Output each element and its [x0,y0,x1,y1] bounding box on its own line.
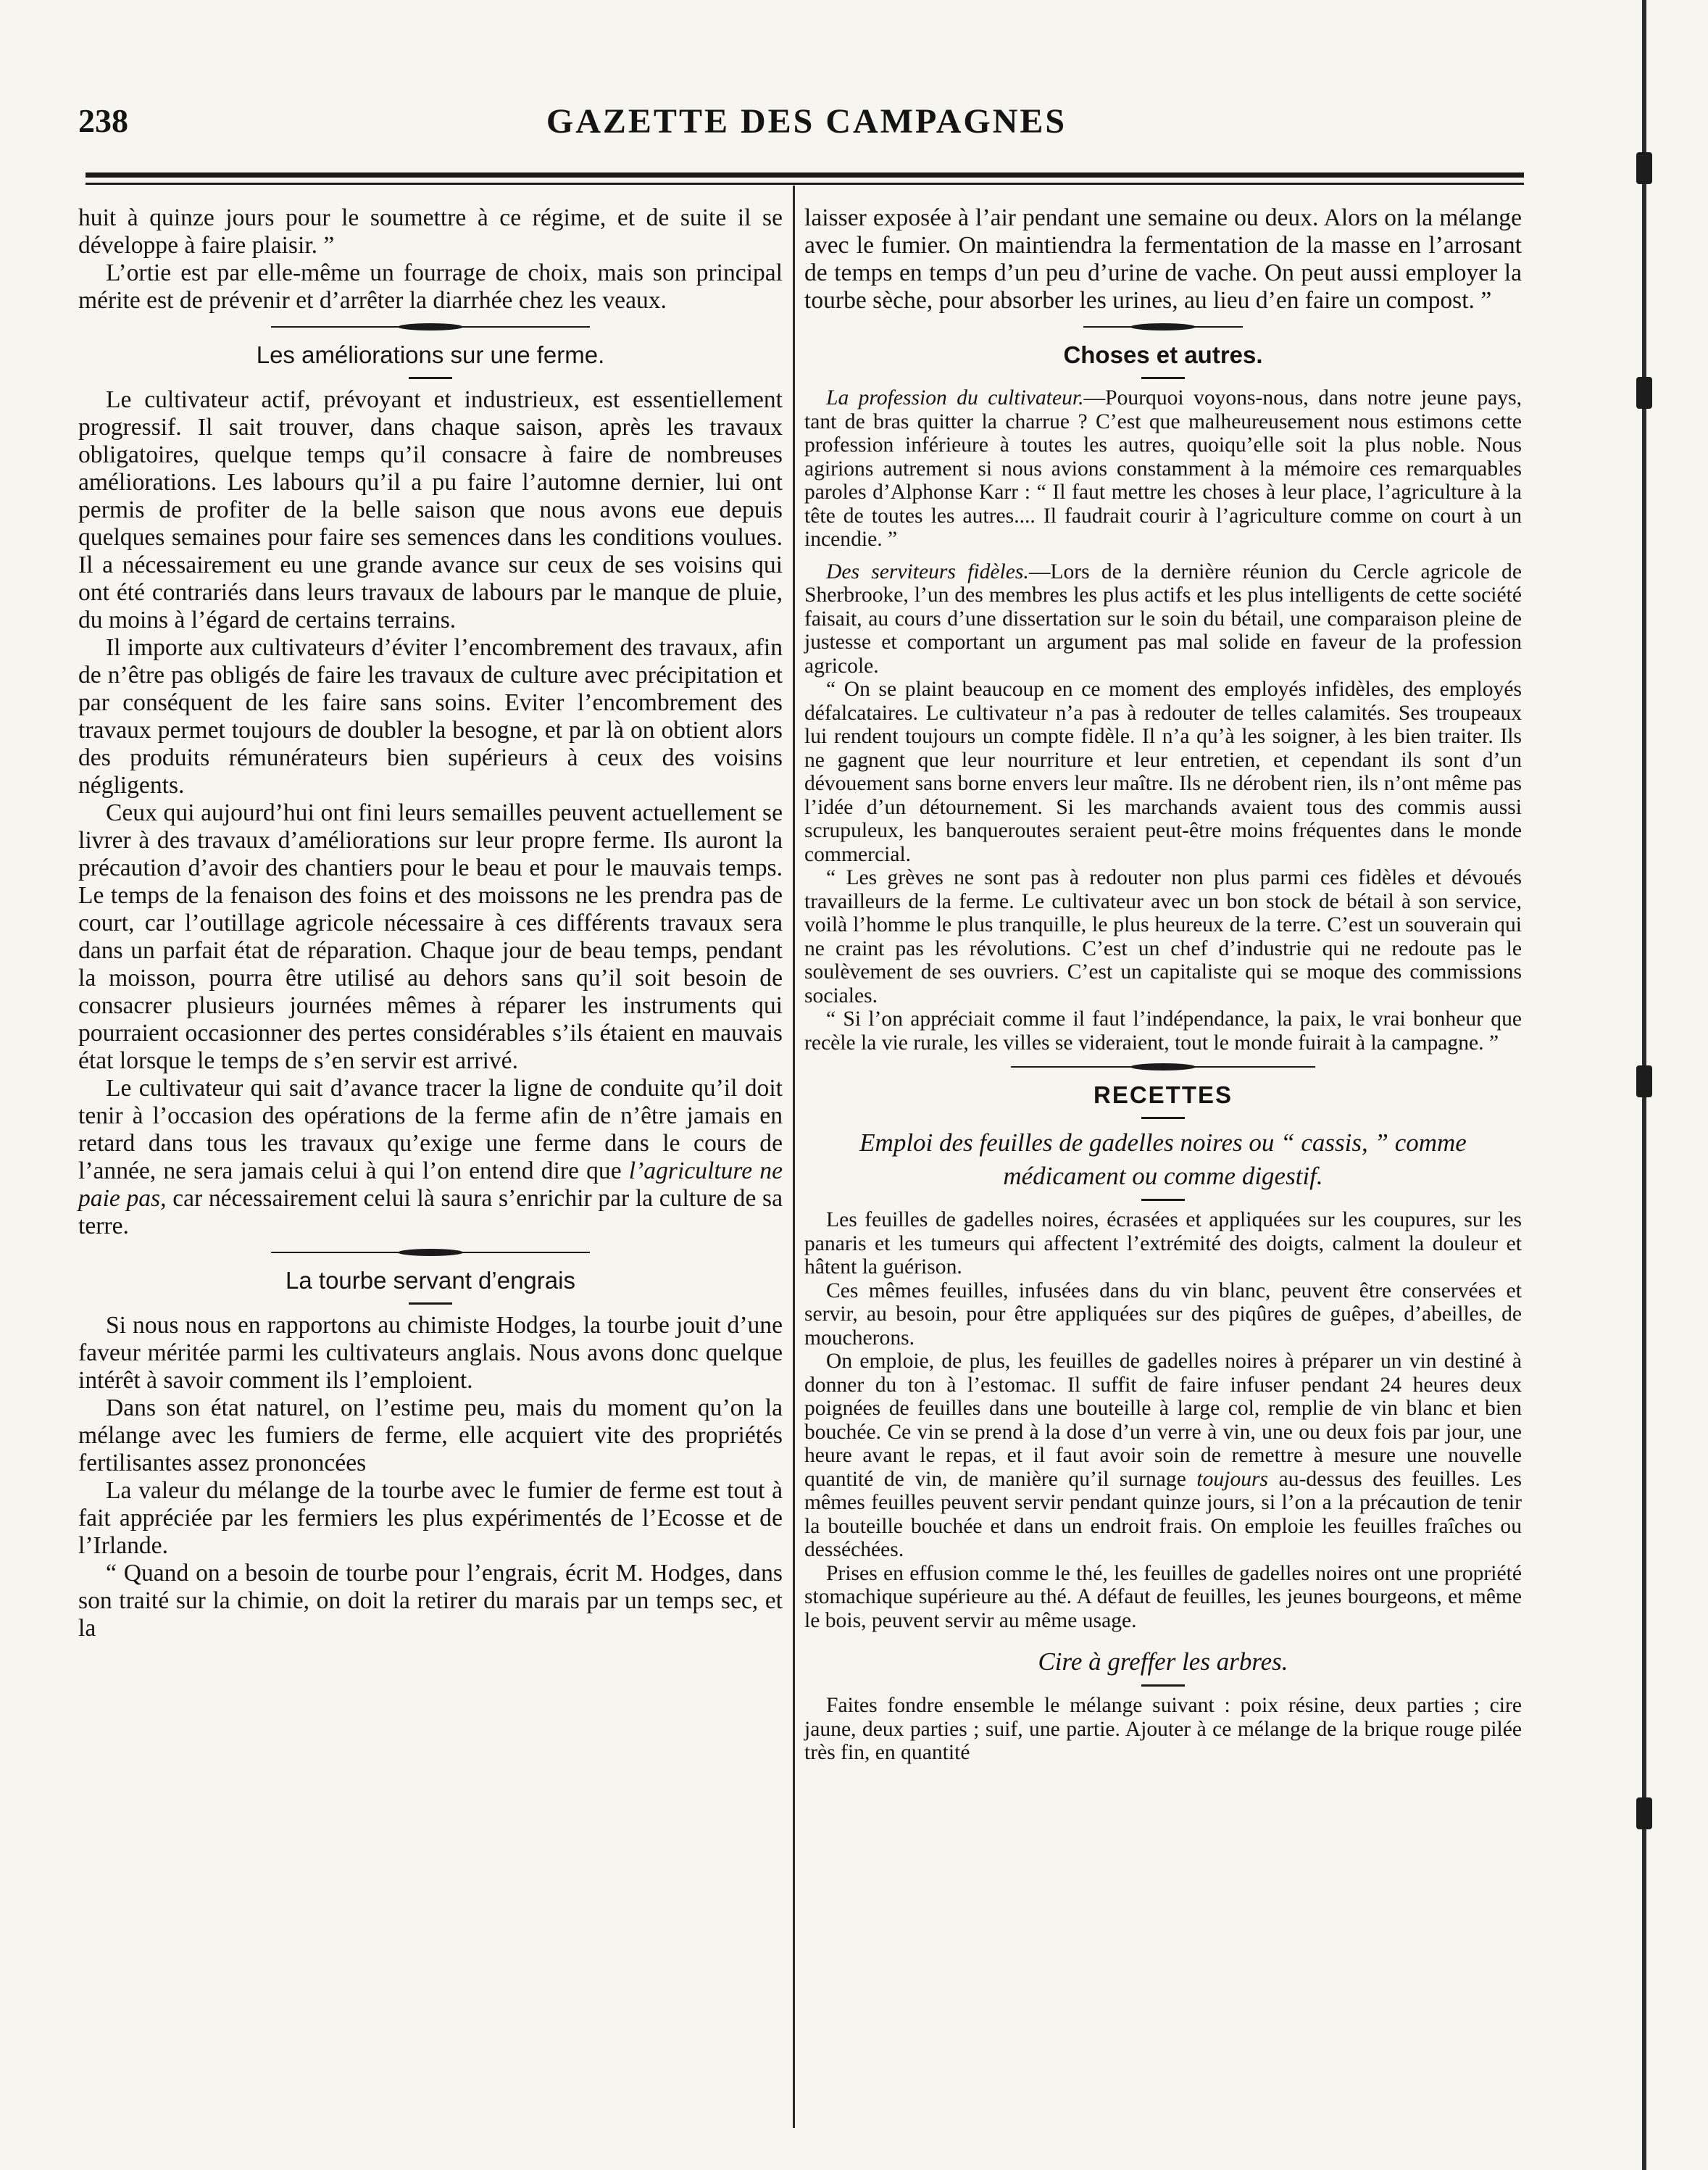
left-column [78,204,783,1642]
paragraph: “ Quand on a besoin de tourbe pour l’engrais, écrit M. Hodges, dans son traité sur la chimie, on doit la retirer du marais par un temps sec, et la [78,1560,783,1642]
text-run: —Pourquoi voyons-nous, dans notre jeune pays, tant de bras quitter la charrue ? C’est que malheureusement nous estimons cette profession inférieure à toutes les autres, quoiqu’elle soit la plus noble. Nous agirions autrement si nous avions constamment à la mémoire ces remarquables paroles d’Alphonse Karr : “ Il faut mettre les choses à leur place, l’agriculture à la tête de toutes les autres.... Il faudrait courir à l’agriculture comme on court à un incendie. ” [804,386,1522,551]
small-paragraph: “ Si l’on appréciait comme il faut l’indépendance, la paix, le vrai bonheur que recèle la vie rurale, les villes se videraient, tout le monde fuirait à la campagne. ” [804,1007,1522,1055]
recipe-title: médicament ou comme digestif. [1003,1162,1323,1190]
section-heading: RECETTES [1093,1081,1233,1108]
paragraph: laisser exposée à l’air pendant une semaine ou deux. Alors on la mélange avec le fumier. On maintiendra la fermentation de la masse en l’arrosant de temps en temps d’un peu d’urine de vache. On peut aussi employer la tourbe sèche, pour absorber les urines, au lieu d’en faire un compost. ” [804,204,1522,314]
binding-knot [1636,152,1652,184]
small-paragraph: Prises en effusion comme le thé, les feuilles de gadelles noires ont une propriété stomachique supérieure au thé. A défaut de feuilles, les jeunes bourgeons, et même le bois, peuvent servir au même usage. [804,1561,1522,1632]
small-paragraph [804,1350,1522,1562]
header-rule-thick [86,172,1524,178]
section-dash [1141,1199,1185,1201]
small-paragraph: Les feuilles de gadelles noires, écrasées et appliquées sur les coupures, sur les panaris et les tumeurs qui affectent l’extrémité des doigts, calment la douleur et hâtent la guérison. [804,1208,1522,1279]
text-run: car nécessairement celui là saura s’enrichir par la culture de sa terre. [78,1185,783,1239]
small-paragraph [804,560,1522,678]
item-title: Des serviteurs fidèles. [826,560,1029,583]
page-header [78,101,1535,152]
binding-strip [1636,0,1652,2170]
paragraph: L’ortie est par elle-même un fourrage de choix, mais son principal mérite est de prévenir et d’arrêter la diarrhée chez les veaux. [78,259,783,314]
section-heading: Choses et autres. [1063,341,1263,368]
header-rule-thin [86,183,1524,185]
section-dash [409,377,452,379]
binding-knot [1636,1065,1652,1097]
recipe-title: Cire à greffer les arbres. [1038,1647,1288,1676]
section-dash [1141,377,1185,379]
section-dash [409,1302,452,1305]
column-divider [793,186,795,2128]
right-column [804,204,1522,1765]
binding-knot [1636,1797,1652,1829]
ornamental-rule [1083,322,1243,332]
paragraph: Si nous nous en rapportons au chimiste Hodges, la tourbe jouit d’une faveur méritée parmi les cultivateurs anglais. Nous avons donc quelque intérêt à savoir comment ils l’emploient. [78,1312,783,1394]
page-number: 238 [78,102,128,139]
recipe-title: Emploi des feuilles de gadelles noires ou “ cassis, ” comme [859,1128,1467,1157]
ornamental-rule [271,1247,590,1257]
small-paragraph: Faites fondre ensemble le mélange suivant : poix résine, deux parties ; cire jaune, deux parties ; suif, une partie. Ajouter à ce mélange de la brique rouge pilée très fin, en quantité [804,1694,1522,1764]
italic-word: toujours [1196,1467,1269,1491]
text-run: au-dessus des feuilles. Les mêmes feuilles peuvent servir pendant quinze jours, si l’on a la précaution de tenir la bouteille bouchée et dans un endroit frais. On emploie les feuilles fraîches ou desséchées. [804,1467,1522,1561]
small-paragraph: “ Les grèves ne sont pas à redouter non plus parmi ces fidèles et dévoués travailleurs de la ferme. Le cultivateur avec un bon stock de bétail à son service, voilà l’homme le plus tranquille, le plus heureux de la terre. C’est un souverain qui ne craint pas les révolutions. C’est un chef d’industrie qui ne redoute pas le soulèvement de ses ouvriers. C’est un capitaliste qui se moque des commissions sociales. [804,866,1522,1007]
section-heading: Les améliorations sur une ferme. [256,341,605,368]
text-run: Le cultivateur qui sait d’avance tracer la ligne de conduite qu’il doit tenir à l’occasion des opérations de la ferme afin de n’être jamais en retard dans tous les travaux qu’exige une ferme dans le cours de l’année, ne sera jamais celui à qui l’on entend dire que [78,1075,783,1184]
text-run: On emploie, de plus, les feuilles de gadelles noires à préparer un vin destiné à donner du ton à l’estomac. Il suffit de faire infuser pendant 24 heures deux poignées de feuilles dans une bouteille à large col, remplie de vin blanc et bien bouchée. Ce vin se prend à la dose d’un verre à vin, une ou deux fois par jour, une heure avant le repas, et il faut avoir soin de remettre à mesure une nouvelle quantité de vin, de manière qu’il surnage [804,1350,1522,1491]
paragraph: La valeur du mélange de la tourbe avec le fumier de ferme est tout à fait appréciée par les fermiers les plus expérimentés de l’Ecosse et de l’Irlande. [78,1477,783,1559]
paragraph: Dans son état naturel, on l’estime peu, mais du moment qu’on la mélange avec les fumiers de ferme, elle acquiert vite des propriétés fertilisantes assez prononcées [78,1394,783,1476]
section-dash [1141,1117,1185,1119]
paragraph: Le cultivateur actif, prévoyant et industrieux, est essentiellement progressif. Il sait trouver, dans chaque saison, après les travaux obligatoires, quelque temps qu’il consacre à faire de nombreuses améliorations. Les labours qu’il a pu faire l’automne dernier, lui ont permis de profiter de la belle saison que nous avons eue depuis quelques semaines pour faire ses semences dans les conditions voulues. Il a nécessairement eu une grande avance sur ceux de ses voisins qui ont été contrariés dans leurs travaux de labours par le manque de pluie, du moins à l’égard de certains terrains. [78,386,783,633]
paragraph: Il importe aux cultivateurs d’éviter l’encombrement des travaux, afin de n’être pas obligés de faire les travaux de culture avec précipitation et par conséquent de les faire sans soins. Eviter l’encombrement des travaux permet toujours de doubler la besogne, et par là on obtient alors des produits rémunérateurs bien supérieurs à ceux des voisins négligents. [78,634,783,799]
section-heading: La tourbe servant d’engrais [286,1267,575,1294]
binding-knot [1636,377,1652,409]
ornamental-rule [1011,1062,1315,1072]
text-run: —Lors de la dernière réunion du Cercle agricole de Sherbrooke, l’un des membres les plus actifs et les plus intelligents de cette société faisait, au cours d’une dissertation sur le soin du bétail, une comparaison pleine de justesse et comportant un argument pas mal solide en faveur de la profession agricole. [804,560,1522,678]
paragraph: Ceux qui aujourd’hui ont fini leurs semailles peuvent actuellement se livrer à des travaux d’améliorations sur leur propre ferme. Ils auront la précaution d’avoir des chantiers pour le beau et pour le mauvais temps. Le temps de la fenaison des foins et des moissons ne les prendra pas de court, car l’outillage agricole nécessaire à ces différents travaux sera dans un parfait état de réparation. Chaque jour de beau temps, pendant la moisson, pourra être utilisé au dehors sans qu’il soit besoin de consacrer plusieurs journées mêmes à réparer les instruments qui pourraient occasionner des pertes considérables s’ils étaient en mauvais état lorsque le temps de s’en servir est arrivé. [78,799,783,1074]
italic-phrase: l’agriculture ne paie pas, [78,1157,783,1212]
ornamental-rule [271,322,590,332]
journal-title: GAZETTE DES CAMPAGNES [546,102,1067,141]
small-paragraph [804,386,1522,552]
spacer [804,1632,1522,1645]
small-paragraph: Ces mêmes feuilles, infusées dans du vin blanc, peuvent être conservées et servir, au besoin, pour être appliquées sur des piqûres de guêpes, d’abeilles, de moucherons. [804,1279,1522,1350]
section-dash [1141,1684,1185,1687]
item-title: La profession du cultivateur. [826,386,1084,410]
paragraph: huit à quinze jours pour le soumettre à ce régime, et de suite il se développe à faire plaisir. ” [78,204,783,259]
small-paragraph: “ On se plaint beaucoup en ce moment des employés infidèles, des employés défalcataires. Le cultivateur n’a pas à redouter de telles calamités. Ses troupeaux lui rendent toujours un compte fidèle. Il n’a qu’à les soigner, à les bien traiter. Ils ne gagnent que leur nourriture et leur entretien, et cependant ils sont d’un dévouement sans borne envers leur maître. Ils ne dérobent rien, ils n’ont même pas l’idée d’un détournement. Si les marchands avaient tous des commis aussi scrupuleux, les banqueroutes seraient peut-être moins fréquentes dans le monde commercial. [804,678,1522,866]
spacer [804,552,1522,560]
paragraph [78,1075,783,1240]
